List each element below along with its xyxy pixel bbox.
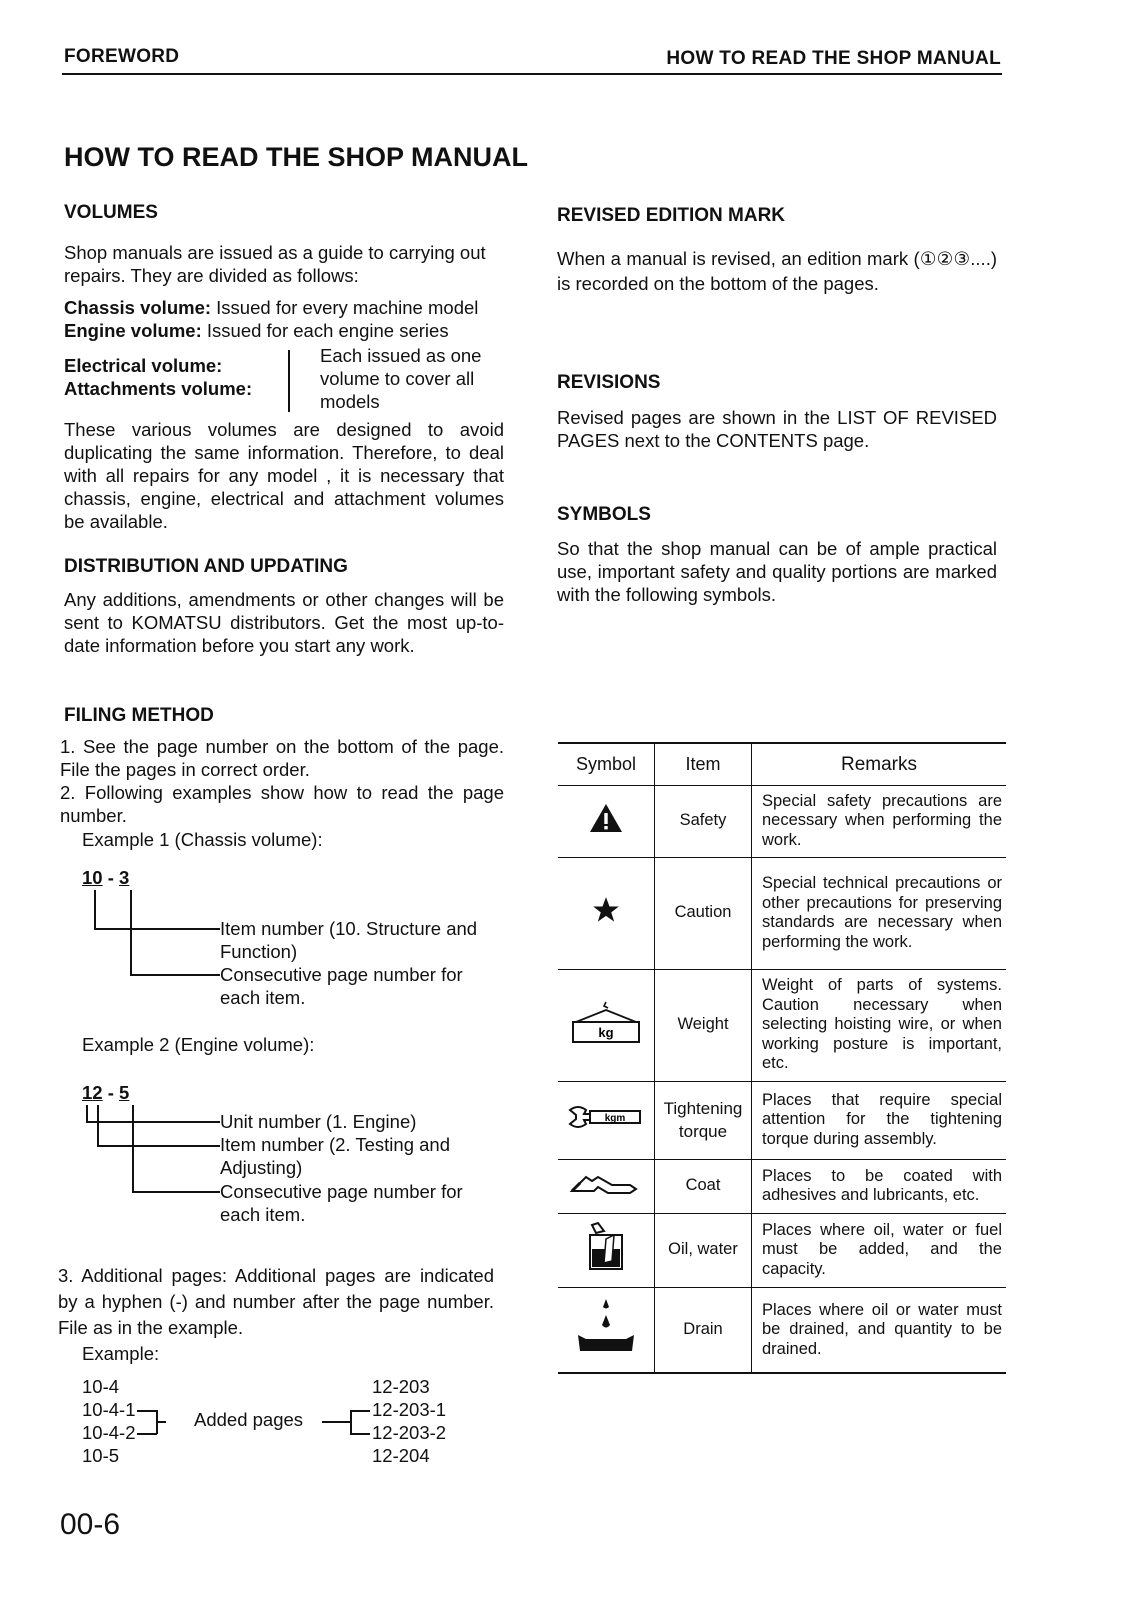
ex2-line-v3 xyxy=(132,1105,134,1191)
example-2-page: 5 xyxy=(119,1082,130,1103)
example-2-label: Example 2 (Engine volume): xyxy=(82,1034,315,1055)
electrical-volume-label: Electrical volume: xyxy=(64,355,223,376)
left-page-4: 10-5 xyxy=(82,1445,120,1466)
ex2-line-h1 xyxy=(86,1121,220,1123)
revisions-text: Revised pages are shown in the LIST OF REVISED PAGES next to the CONTENTS page. xyxy=(557,407,997,451)
header-page-title: HOW TO READ THE SHOP MANUAL xyxy=(666,48,1001,69)
svg-text:kgm: kgm xyxy=(604,1113,626,1125)
volume-brace xyxy=(282,350,290,412)
ex2-line-v1 xyxy=(86,1105,88,1121)
right-page-1: 12-203 xyxy=(372,1376,430,1397)
table-row xyxy=(558,1159,1006,1213)
filing-item-1: 1. See the page number on the bottom of the page. File the pages in correct order. xyxy=(60,736,504,780)
revised-text: When a manual is revised, an edition mark (①②③....) is recorded on the bottom of the pages. xyxy=(557,248,997,294)
table-row xyxy=(558,1287,1006,1373)
page-number: 00-6 xyxy=(60,1508,121,1541)
filing-item-3: 3. Additional pages: Additional pages are indicated by a hyphen (-) and number after the page number. File as in the example. xyxy=(58,1265,494,1338)
added-bracket-right-top xyxy=(350,1410,370,1412)
added-bracket-right-stub xyxy=(322,1421,350,1423)
row-item: Safety xyxy=(655,785,752,857)
example-2-code: 12 - 5 xyxy=(82,1082,130,1103)
row-remarks: Weight of parts of systems. Caution necessary when selecting hoisting wire, or when working posture is important, etc. xyxy=(752,969,1007,1081)
row-remarks: Places that require special attention for the tightening torque during assembly. xyxy=(752,1081,1007,1159)
distribution-heading: DISTRIBUTION AND UPDATING xyxy=(64,556,348,577)
ex2-line-h2 xyxy=(97,1145,220,1147)
right-page-2: 12-203-1 xyxy=(372,1399,447,1420)
row-remarks: Places to be coated with adhesives and lubricants, etc. xyxy=(752,1159,1007,1213)
row-item: Tightening torque xyxy=(655,1081,752,1159)
row-remarks: Special technical precautions or other precautions for preserving standards are necessary when performing the work. xyxy=(752,857,1007,969)
header-symbol: Symbol xyxy=(558,743,655,785)
example-1-code: 10 - 3 xyxy=(82,867,130,888)
symbols-table xyxy=(558,742,1006,1374)
example-2-item: 2 xyxy=(92,1082,103,1103)
row-item: Oil, water xyxy=(655,1213,752,1287)
ex1-line-h2 xyxy=(130,974,220,976)
example-1-item: 10 xyxy=(82,867,103,888)
filing-item-2: 2. Following examples show how to read the page number. xyxy=(60,782,504,826)
distribution-text: Any additions, amendments or other changes will be sent to KOMATSU distributors. Get the most up-to-date information before you start any work. xyxy=(64,589,504,656)
row-item: Caution xyxy=(655,857,752,969)
ex1-line-v2 xyxy=(130,890,132,974)
wrench-kgm-icon xyxy=(566,1102,646,1132)
added-bracket-right-bottom xyxy=(350,1433,370,1435)
engine-volume-label: Engine volume: xyxy=(64,320,202,341)
coat-tube-icon xyxy=(568,1169,644,1197)
volumes-heading: VOLUMES xyxy=(64,202,158,223)
left-page-1: 10-4 xyxy=(82,1376,120,1397)
header-rule xyxy=(62,73,1002,75)
engine-volume-line xyxy=(64,319,514,342)
volumes-paragraph: These various volumes are designed to avoid duplicating the same information. Therefore, to deal with all repairs for any model , it is necessary that chassis, engine, electrical and attachment volumes be available. xyxy=(64,419,504,532)
engine-volume-text: Issued for each engine series xyxy=(201,320,449,341)
ex1-line-h1 xyxy=(94,928,220,930)
page-title: HOW TO READ THE SHOP MANUAL xyxy=(64,142,529,172)
right-page-3: 12-203-2 xyxy=(372,1422,447,1443)
svg-text:kg: kg xyxy=(598,1025,614,1041)
row-remarks: Special safety precautions are necessary when performing the work. xyxy=(752,785,1007,857)
warning-triangle-icon xyxy=(588,802,624,834)
example-label: Example: xyxy=(82,1343,160,1364)
table-row xyxy=(558,1213,1006,1287)
right-page-4: 12-204 xyxy=(372,1445,430,1466)
symbols-table-header xyxy=(558,743,1006,785)
ex2-line-v2 xyxy=(97,1105,99,1145)
symbols-heading: SYMBOLS xyxy=(557,504,651,525)
drain-drops-icon xyxy=(574,1295,638,1359)
ex1-line-v1 xyxy=(94,890,96,928)
row-remarks: Places where oil or water must be drained, and quantity to be drained. xyxy=(752,1287,1007,1373)
table-row xyxy=(558,857,1006,969)
example-1-page: 3 xyxy=(119,867,130,888)
row-remarks: Places where oil, water or fuel must be added, and the capacity. xyxy=(752,1213,1007,1287)
chassis-volume-line xyxy=(64,296,514,319)
example-2-unit-desc: Unit number (1. Engine) xyxy=(220,1111,417,1132)
brace-text: Each issued as one volume to cover all models xyxy=(320,345,482,412)
example-2-page-desc: Consecutive page number for each item. xyxy=(220,1181,463,1225)
header-item: Item xyxy=(655,743,752,785)
chassis-volume-label: Chassis volume: xyxy=(64,297,212,318)
left-page-2: 10-4-1 xyxy=(82,1399,136,1420)
table-row xyxy=(558,969,1006,1081)
table-row xyxy=(558,785,1006,857)
header-remarks: Remarks xyxy=(752,743,1007,785)
added-bracket-left-top xyxy=(137,1410,157,1412)
added-bracket-left-bottom xyxy=(137,1433,157,1435)
weight-kg-icon xyxy=(568,998,644,1046)
star-icon xyxy=(592,896,620,924)
left-page-3: 10-4-2 xyxy=(82,1422,136,1443)
header-section-label: FOREWORD xyxy=(64,46,180,67)
table-row xyxy=(558,1081,1006,1159)
filing-heading: FILING METHOD xyxy=(64,705,214,726)
example-1-page-desc: Consecutive page number for each item. xyxy=(220,964,463,1008)
example-1-item-desc: Item number (10. Structure and Function) xyxy=(220,918,478,962)
added-bracket-left-stub xyxy=(157,1421,166,1423)
ex2-line-h3 xyxy=(132,1191,220,1193)
example-1-label: Example 1 (Chassis volume): xyxy=(82,829,323,850)
revisions-heading: REVISIONS xyxy=(557,372,661,393)
row-item: Drain xyxy=(655,1287,752,1373)
added-bracket-right-vert xyxy=(350,1410,352,1434)
row-item: Coat xyxy=(655,1159,752,1213)
symbols-text: So that the shop manual can be of ample practical use, important safety and quality portions are marked with the following symbols. xyxy=(557,538,997,605)
attachments-volume-label: Attachments volume: xyxy=(64,378,253,399)
revised-heading: REVISED EDITION MARK xyxy=(557,205,786,226)
oil-can-icon xyxy=(584,1221,628,1273)
added-pages-label: Added pages xyxy=(194,1409,304,1430)
example-2-unit: 1 xyxy=(82,1082,93,1103)
row-item: Weight xyxy=(655,969,752,1081)
volumes-intro: Shop manuals are issued as a guide to carrying out repairs. They are divided as follows: xyxy=(64,242,486,286)
chassis-volume-text: Issued for every machine model xyxy=(211,297,479,318)
example-2-item-desc: Item number (2. Testing and Adjusting) xyxy=(220,1134,451,1178)
